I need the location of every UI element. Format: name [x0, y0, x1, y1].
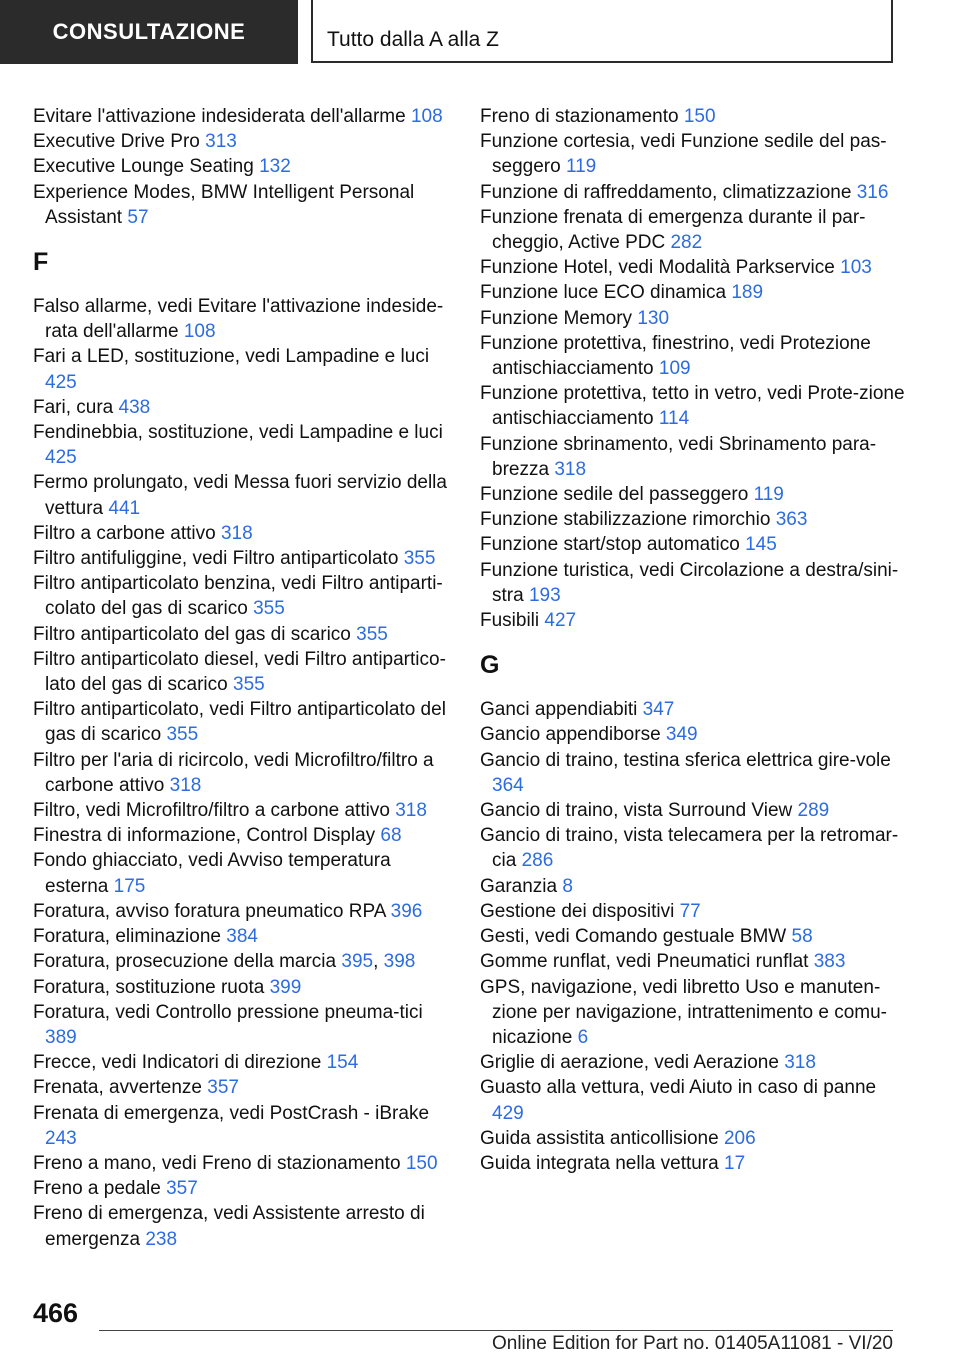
- index-entry: [33, 521, 453, 546]
- page-reference-link[interactable]: 313: [205, 131, 237, 153]
- index-entry: [480, 255, 910, 280]
- index-entry: [480, 558, 910, 608]
- index-entry: [480, 1151, 910, 1176]
- page-reference-link[interactable]: 357: [166, 1178, 198, 1200]
- index-entry-text: Frecce, vedi Indicatori di direzione: [33, 1052, 322, 1074]
- index-entry: [33, 1075, 453, 1100]
- index-entry-text: Gomme runflat, vedi Pneumatici runflat: [480, 951, 809, 973]
- index-entry-text: Funzione sedile del passeggero: [480, 484, 749, 506]
- index-entry: [480, 823, 910, 873]
- index-entry-text: Funzione protettiva, finestrino, vedi Protezione antischiacciamento: [480, 332, 871, 380]
- index-entry-text: Gestione dei dispositivi: [480, 900, 675, 922]
- index-entry-text: Fari a LED, sostituzione, vedi Lampadine e luci: [33, 346, 430, 368]
- index-entry-text: Gancio di traino, testina sferica elettrica gire-vole: [480, 749, 891, 771]
- index-entry-text: Funzione cortesia, vedi Funzione sedile del pas-seggero: [480, 131, 887, 178]
- page-reference-link[interactable]: 441: [108, 497, 141, 519]
- page-reference-link[interactable]: 355: [253, 598, 285, 620]
- page-reference-link[interactable]: 438: [118, 396, 151, 418]
- index-entry-text: Ganci appendiabiti: [480, 699, 638, 721]
- index-entry: [33, 395, 453, 420]
- footer-divider: [99, 1330, 893, 1331]
- index-entry: [480, 874, 910, 899]
- index-entry: [33, 1176, 453, 1201]
- page-reference-link[interactable]: 355: [356, 623, 388, 645]
- index-entry: [33, 154, 453, 179]
- index-letter-heading: G: [480, 651, 500, 680]
- index-entry-text: Filtro a carbone attivo: [33, 522, 216, 544]
- page-reference-link[interactable]: 398: [383, 951, 416, 973]
- index-entry-text: Filtro per l'aria di ricircolo, vedi Microfiltro/filtro a carbone attivo: [33, 749, 434, 796]
- page-reference-link[interactable]: 425: [45, 447, 77, 469]
- page-reference-link[interactable]: 347: [642, 699, 675, 721]
- index-entry: [480, 306, 910, 331]
- index-entry: [480, 205, 910, 255]
- index-column-left: [33, 104, 453, 1252]
- index-entry: [480, 482, 910, 507]
- index-entry: [33, 622, 453, 647]
- page-reference-link[interactable]: 77: [679, 900, 701, 922]
- index-entry: [33, 344, 453, 394]
- index-entry: [33, 129, 453, 154]
- index-letter-heading: F: [33, 248, 49, 277]
- index-entry: [33, 1201, 453, 1251]
- index-entry-text: Freno di emergenza, vedi Assistente arresto di emergenza: [33, 1203, 425, 1250]
- index-entry-text: Funzione sbrinamento, vedi Sbrinamento para-brezza: [480, 433, 877, 480]
- page-reference-link[interactable]: 114: [658, 408, 690, 430]
- index-entry-text: Funzione di raffreddamento, climatizzazione: [480, 181, 852, 203]
- index-entry: [480, 532, 910, 557]
- chapter-title: Tutto dalla A alla Z: [311, 0, 893, 63]
- index-entry-text: Fermo prolungato, vedi Messa fuori servizio della vettura: [33, 472, 447, 519]
- index-entry-text: Filtro antiparticolato diesel, vedi Filtro antipartico-lato del gas di scarico: [33, 648, 446, 696]
- index-entry-text: Funzione protettiva, tetto in vetro, vedi Prote-zione antischiacciamento: [480, 383, 905, 430]
- page-reference-link[interactable]: 316: [856, 181, 889, 203]
- page-reference-link[interactable]: 427: [544, 610, 577, 632]
- index-entry-text: Foratura, sostituzione ruota: [33, 976, 265, 998]
- page-reference-link[interactable]: 364: [492, 774, 524, 796]
- index-entry-text: Gancio di traino, vista Surround View: [480, 800, 793, 822]
- page-reference-link[interactable]: 238: [145, 1228, 178, 1250]
- index-entry: [33, 848, 453, 898]
- page-reference-link[interactable]: 389: [45, 1026, 77, 1048]
- page-reference-link[interactable]: 145: [745, 534, 777, 556]
- index-entry: Foratura, prosecuzione della marcia 395, 398: [33, 951, 416, 973]
- page-reference-link[interactable]: 68: [380, 825, 402, 847]
- page-reference-link[interactable]: 119: [565, 156, 597, 178]
- page-reference-link[interactable]: 6: [577, 1026, 589, 1048]
- index-entry-text: Evitare l'attivazione indesiderata dell'allarme: [33, 106, 406, 127]
- index-entry-text: Experience Modes, BMW Intelligent Personal Assistant: [33, 181, 415, 228]
- index-entry: [33, 420, 453, 470]
- page-reference-link[interactable]: 103: [840, 257, 872, 279]
- index-entry-text: Executive Drive Pro: [33, 131, 200, 153]
- index-entry-text: Funzione luce ECO dinamica: [480, 282, 727, 304]
- index-entry: [33, 104, 453, 129]
- index-entry-text: Falso allarme, vedi Evitare l'attivazione indeside-rata dell'allarme: [33, 296, 444, 343]
- index-entry: [480, 507, 910, 532]
- page-reference-link[interactable]: 363: [775, 509, 808, 531]
- index-entry: [33, 798, 453, 823]
- page-reference-link[interactable]: 132: [259, 156, 291, 178]
- index-entry-text: Foratura, vedi Controllo pressione pneuma-tici: [33, 1001, 423, 1023]
- index-entry-text: Filtro antifuliggine, vedi Filtro antiparticolato: [33, 548, 399, 570]
- page-reference-link[interactable]: 109: [658, 358, 691, 380]
- index-entry: [33, 748, 453, 798]
- page-reference-link[interactable]: 318: [220, 522, 253, 544]
- page-reference-link[interactable]: 355: [166, 724, 199, 746]
- index-entry-text: Funzione stabilizzazione rimorchio: [480, 509, 771, 531]
- index-entry: [33, 1050, 453, 1075]
- index-entry: [480, 331, 910, 381]
- section-tab: CONSULTAZIONE: [0, 0, 298, 64]
- index-entry: [33, 1151, 453, 1176]
- index-entry-text: Gancio appendiborse: [480, 724, 661, 746]
- index-entry: [33, 899, 453, 924]
- page-reference-link[interactable]: 396: [390, 900, 423, 922]
- index-entry: [33, 823, 453, 848]
- page-header: [0, 0, 960, 66]
- page-reference-link[interactable]: 318: [395, 800, 427, 822]
- index-entry-text: Guida integrata nella vettura: [480, 1152, 719, 1174]
- index-entry-text: Gesti, vedi Comando gestuale BMW: [480, 926, 787, 948]
- index-entry: [33, 697, 453, 747]
- index-entry-text: Freno di stazionamento: [480, 106, 679, 127]
- page-reference-link[interactable]: 175: [113, 875, 146, 897]
- page-reference-link[interactable]: 355: [403, 548, 436, 570]
- page-reference-link[interactable]: 349: [665, 724, 698, 746]
- page-reference-link[interactable]: 395: [341, 951, 374, 973]
- index-entry: [33, 1000, 453, 1050]
- index-entry: [480, 104, 910, 129]
- index-entry-text: Funzione start/stop automatico: [480, 534, 740, 556]
- index-entry-text: Freno a mano, vedi Freno di stazionamento: [33, 1152, 401, 1174]
- index-entry: [33, 546, 453, 571]
- index-entry: [480, 180, 910, 205]
- index-entry: [33, 647, 453, 697]
- page-reference-link[interactable]: 108: [410, 106, 443, 127]
- index-entry: [480, 1075, 910, 1125]
- index-entry: [480, 697, 910, 722]
- index-entry-text: Filtro antiparticolato, vedi Filtro antiparticolato del gas di scarico: [33, 699, 446, 746]
- index-entry-text: Filtro, vedi Microfiltro/filtro a carbone attivo: [33, 800, 390, 822]
- index-entry-text: Frenata di emergenza, vedi PostCrash - iBrake: [33, 1102, 430, 1124]
- index-entry-text: Funzione turistica, vedi Circolazione a destra/sini-stra: [480, 559, 899, 606]
- index-entry: [480, 975, 910, 1051]
- index-entry: [33, 975, 453, 1000]
- index-entry-text: Finestra di informazione, Control Display: [33, 825, 376, 847]
- index-entry: [480, 381, 910, 431]
- page-reference-link[interactable]: 399: [269, 976, 302, 998]
- index-entry: [480, 899, 910, 924]
- page-reference-link[interactable]: 119: [753, 484, 784, 506]
- index-entry-text: Foratura, avviso foratura pneumatico RPA: [33, 900, 386, 922]
- edition-note: Online Edition for Part no. 01405A11081 - VI/20: [491, 1333, 893, 1354]
- index-entry-text: Fari, cura: [33, 396, 114, 418]
- index-entry-text: Fusibili: [480, 610, 540, 632]
- index-entry: [33, 924, 453, 949]
- index-entry-text: Foratura, prosecuzione della marcia: [33, 951, 337, 973]
- index-entry-text: Fendinebbia, sostituzione, vedi Lampadine e luci: [33, 422, 443, 444]
- index-entry-text: Filtro antiparticolato del gas di scarico: [33, 623, 351, 645]
- index-entry: [480, 924, 910, 949]
- index-entry-text: Freno a pedale: [33, 1178, 161, 1200]
- page-reference-link[interactable]: 154: [326, 1052, 359, 1074]
- index-entry-text: Gancio di traino, vista telecamera per la retromar-cia: [480, 825, 899, 872]
- page-reference-link[interactable]: 318: [169, 774, 202, 796]
- page-reference-link[interactable]: 355: [233, 674, 265, 696]
- index-entry-text: Foratura, eliminazione: [33, 926, 221, 948]
- page-reference-link[interactable]: 150: [683, 106, 716, 127]
- page-reference-link[interactable]: 289: [797, 800, 830, 822]
- index-entry-text: Filtro antiparticolato benzina, vedi Filtro antiparti-colato del gas di scarico: [33, 573, 443, 620]
- page-reference-link[interactable]: 357: [207, 1077, 239, 1099]
- page-reference-link[interactable]: 189: [731, 282, 764, 304]
- page-number: 466: [33, 1298, 79, 1328]
- index-entry: [33, 1101, 453, 1151]
- index-entry: [480, 748, 910, 798]
- index-entry: [33, 470, 453, 520]
- index-entry: [33, 294, 453, 344]
- index-entry: [480, 280, 910, 305]
- index-entry-text: GPS, navigazione, vedi libretto Uso e manuten-zione per navigazione, intrattenimento e comu-nicazione: [480, 976, 888, 1048]
- index-entry-text: Griglie di aerazione, vedi Aerazione: [480, 1052, 779, 1074]
- page-reference-link[interactable]: 425: [45, 371, 77, 393]
- page-reference-link[interactable]: 8: [562, 875, 573, 897]
- page-reference-link[interactable]: 286: [521, 850, 554, 872]
- index-entry-text: Guida assistita anticollisione: [480, 1127, 719, 1149]
- page-reference-link[interactable]: 57: [127, 206, 149, 228]
- index-entry: [33, 180, 453, 230]
- page-reference-link[interactable]: 243: [45, 1127, 77, 1149]
- page-reference-link[interactable]: 17: [724, 1152, 746, 1174]
- index-entry: [480, 798, 910, 823]
- index-entry: [480, 608, 910, 633]
- index-entry: [480, 1050, 910, 1075]
- index-entry-text: Funzione Memory: [480, 307, 633, 329]
- page-reference-link[interactable]: 193: [528, 584, 561, 606]
- index-entry-text: Fondo ghiacciato, vedi Avviso temperatura esterna: [33, 850, 391, 897]
- page-reference-link[interactable]: 150: [405, 1152, 438, 1174]
- page-reference-link[interactable]: 318: [554, 458, 587, 480]
- index-entry: [480, 432, 910, 482]
- index-entry: [33, 571, 453, 621]
- index-entry-text: Executive Lounge Seating: [33, 156, 254, 178]
- index-entry: [480, 129, 910, 179]
- page-reference-link[interactable]: 383: [813, 951, 846, 973]
- page-reference-link[interactable]: 429: [492, 1102, 524, 1124]
- page-reference-link[interactable]: 58: [791, 926, 813, 948]
- page-reference-link[interactable]: 130: [637, 307, 670, 329]
- index-entry-text: Guasto alla vettura, vedi Aiuto in caso di panne: [480, 1077, 877, 1099]
- index-entry: [480, 949, 910, 974]
- page-reference-link[interactable]: 384: [226, 926, 258, 948]
- index-entry: [480, 722, 910, 747]
- page-reference-link[interactable]: 318: [784, 1052, 816, 1074]
- index-entry-text: Frenata, avvertenze: [33, 1077, 202, 1099]
- index-entry-text: Funzione Hotel, vedi Modalità Parkservice: [480, 257, 835, 279]
- page-reference-link[interactable]: 282: [670, 232, 703, 254]
- index-entry: [480, 1126, 910, 1151]
- index-entry-text: Funzione frenata di emergenza durante il par-cheggio, Active PDC: [480, 206, 866, 254]
- page-reference-link[interactable]: 108: [183, 321, 216, 343]
- index-column-right: [480, 104, 910, 1176]
- index-entry-text: Garanzia: [480, 875, 558, 897]
- page-reference-link[interactable]: 206: [723, 1127, 756, 1149]
